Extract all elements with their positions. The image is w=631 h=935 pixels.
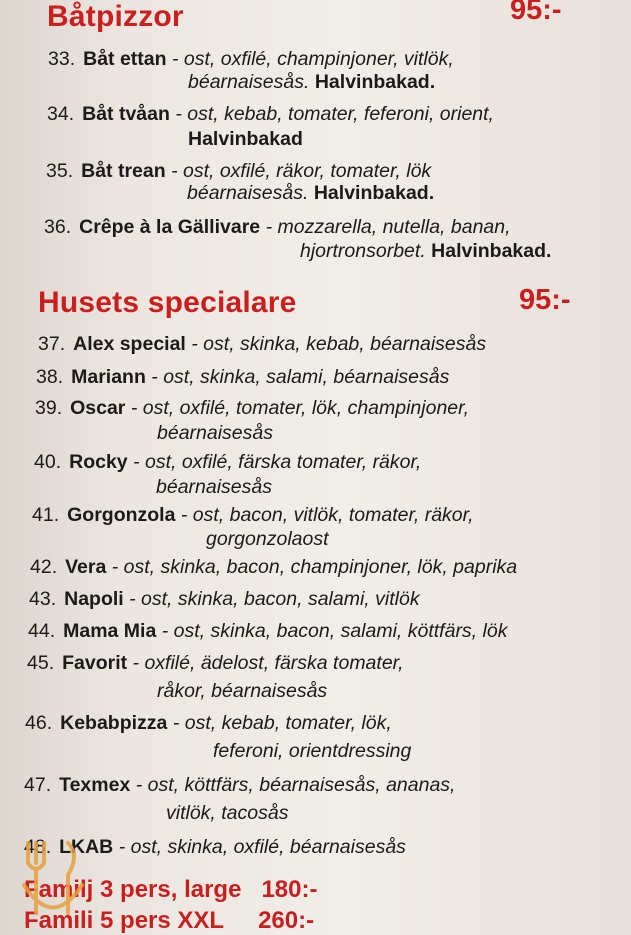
item-number: 44. [28, 620, 56, 642]
item-ingredients: - ost, oxfilé, räkor, tomater, lök [171, 160, 432, 182]
item-name: Båt tvåan [82, 103, 170, 125]
item-name: Kebabpizza [60, 712, 168, 734]
menu-item-40 [34, 449, 421, 476]
menu-item-39 [35, 395, 469, 422]
item-number: 35. [46, 160, 74, 182]
item-ingredients: - ost, skinka, salami, béarnaisesås [151, 366, 450, 388]
menu-item-44 [28, 618, 507, 645]
item-ingredients: - ost, skinka, bacon, salami, köttfärs, lök [161, 620, 508, 642]
item-number: 33. [48, 48, 76, 70]
item-note: Halvinbakad. [313, 182, 435, 204]
item-ingredients: - ost, oxfilé, färska tomater, räkor, [133, 451, 422, 473]
item-number: 39. [35, 397, 63, 419]
item-note: Halvinbakad. [314, 71, 436, 93]
family-size-price: 180:- [261, 876, 318, 903]
section-price-husets: 95:- [519, 284, 571, 316]
menu-item-41 [32, 502, 473, 529]
item-number: 41. [32, 504, 60, 526]
family-size-price: 260:- [258, 907, 315, 934]
item-name: Napoli [64, 588, 124, 610]
item-ingredients: - ost, bacon, vitlök, tomater, räkor, [180, 504, 474, 526]
item-number: 34. [47, 103, 75, 125]
item-ingredients-cont: hjortronsorbet. Halvinbakad. [300, 240, 552, 262]
item-name: Vera [65, 556, 107, 578]
item-note: Halvinbakad. [431, 240, 552, 262]
item-ingredients: - ost, skinka, kebab, béarnaisesås [191, 333, 487, 355]
item-number: 37. [38, 333, 66, 355]
item-ingredients: - ost, kebab, tomater, lök, [172, 712, 392, 734]
item-note: Halvinbakad [188, 128, 303, 150]
menu-item-45 [27, 650, 404, 677]
item-ingredients: - ost, skinka, bacon, salami, vitlök [129, 588, 420, 610]
item-ingredients: - oxfilé, ädelost, färska tomater, [132, 652, 404, 674]
item-ingredients: - ost, oxfilé, champinjoner, vitlök, [171, 48, 454, 70]
item-ingredients-cont: gorgonzolaost [206, 528, 329, 550]
item-name: Rocky [69, 451, 128, 473]
item-name: Båt ettan [83, 48, 167, 70]
item-ingredients-cont: béarnaisesås [156, 476, 272, 498]
section-title-husets: Husets specialare [38, 286, 297, 319]
item-ingredients-cont: vitlök, tacosås [166, 802, 289, 824]
menu-item-38 [36, 364, 449, 391]
item-ingredients: - ost, skinka, oxfilé, béarnaisesås [118, 836, 406, 858]
item-ingredients: - mozzarella, nutella, banan, [265, 216, 511, 238]
item-ingredients-cont: béarnaisesås [157, 422, 273, 444]
menu-item-37 [38, 331, 486, 358]
item-ingredients-cont: feferoni, orientdressing [213, 740, 412, 762]
restaurant-logo-icon [18, 835, 88, 920]
item-name: Oscar [70, 397, 126, 419]
item-name: Mariann [71, 366, 146, 388]
item-number: 46. [25, 712, 53, 734]
item-name: Gorgonzola [67, 504, 176, 526]
item-number: 42. [30, 556, 58, 578]
item-number: 43. [29, 588, 57, 610]
item-ingredients-cont: råkor, béarnaisesås [157, 680, 328, 702]
item-ingredients-cont: béarnaisesås. Halvinbakad. [187, 182, 435, 204]
item-number: 38. [36, 366, 64, 388]
family-size-label: Familj 3 pers, large [24, 876, 242, 903]
menu-item-36 [44, 214, 511, 241]
item-ingredients: - ost, oxfilé, tomater, lök, champinjoner, [130, 397, 469, 419]
menu-item-46 [25, 710, 392, 737]
item-ingredients: - ost, skinka, bacon, champinjoner, lök, paprika [111, 556, 518, 578]
item-name: Mama Mia [63, 620, 157, 642]
item-ingredients: - ost, köttfärs, béarnaisesås, ananas, [135, 774, 456, 796]
item-ingredients-cont [188, 126, 303, 153]
item-name: Favorit [62, 652, 128, 674]
item-number: 47. [24, 774, 52, 796]
item-number: 48. [24, 836, 52, 858]
item-ingredients-cont: béarnaisesås. Halvinbakad. [188, 71, 436, 93]
item-name: Crêpe à la Gällivare [79, 216, 261, 238]
menu-item-43 [29, 586, 420, 613]
item-number: 40. [34, 451, 62, 473]
item-name: LKAB [59, 836, 114, 858]
item-number: 36. [44, 216, 72, 238]
item-name: Alex special [73, 333, 186, 355]
item-number: 45. [27, 652, 55, 674]
item-name: Båt trean [81, 160, 166, 182]
menu-item-47 [24, 772, 455, 799]
family-size-label: Famili 5 pers XXL [24, 907, 225, 934]
menu-item-34 [47, 101, 494, 128]
section-title-batpizzor: Båtpizzor [47, 0, 184, 33]
item-name: Texmex [59, 774, 131, 796]
item-ingredients: - ost, kebab, tomater, feferoni, orient, [175, 103, 494, 125]
menu-item-42 [30, 554, 517, 581]
section-price-batpizzor: 95:- [510, 0, 562, 26]
